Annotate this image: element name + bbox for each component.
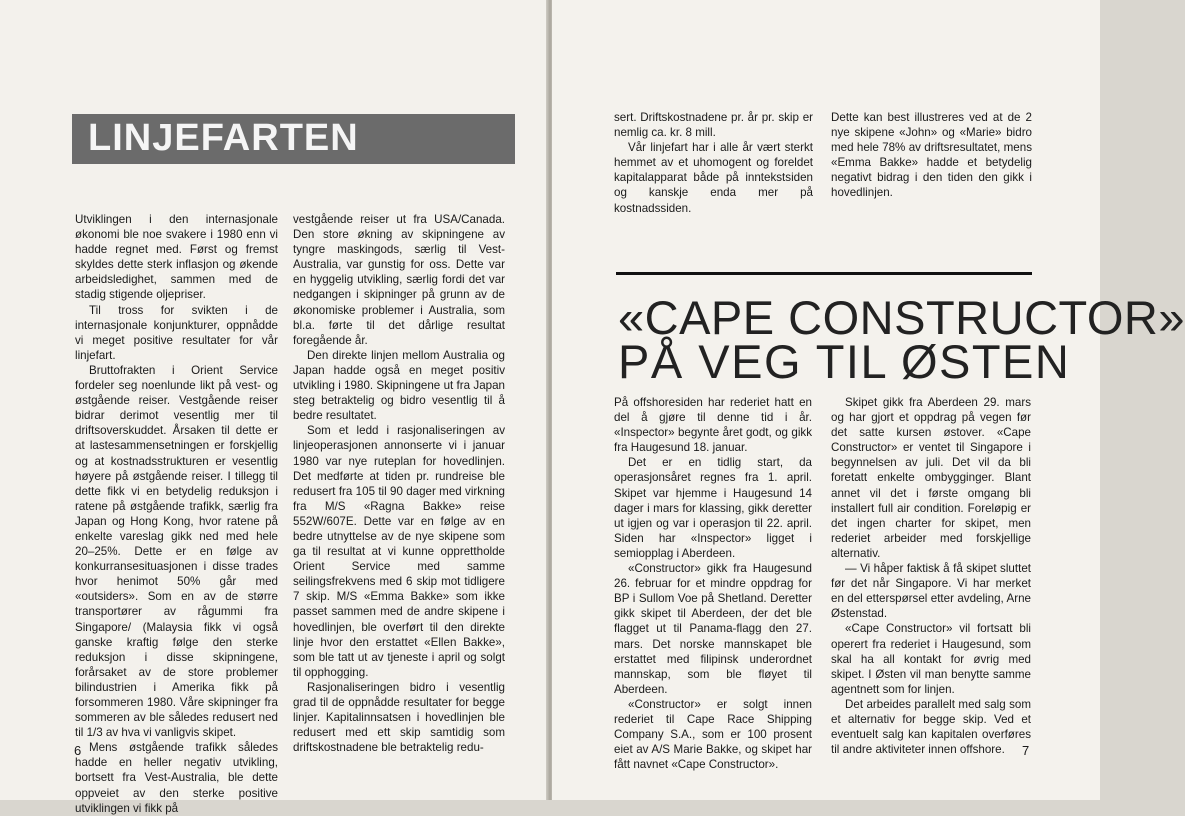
paragraph: vestgående reiser ut fra USA/Canada. Den store økning av skipningene av tyngre maskingods, særlig til Vest-Australia, var gunstig for oss. Dette var en hyggelig utvikling, særlig fordi det var nedgangen i skipninger på grunn av de økonomiske problemer i Australia, som bl.a. førte til det dårlige resultat foregående år.: [293, 213, 505, 347]
paragraph: — Vi håper faktisk å få skipet sluttet før det når Singapore. Vi har merket en del etterspørsel etter avdeling, Arne Østenstad.: [831, 562, 1031, 621]
paragraph: Dette kan best illustreres ved at de 2 nye skipene «John» og «Marie» bidro med hele 78% av driftsresultatet, mens «Emma Bakke» hadde et betydelig negativt bidrag i den tiden den gikk i hovedlinjen.: [831, 111, 1032, 200]
right-top-column-1: [614, 110, 813, 216]
paragraph: Det er en tidlig start, da operasjonsåret regnes fra 1. april. Skipet var hjemme i Haugesund 14 dager i mars for klassing, gikk deretter ut igjen og var i operasjon til 22. april. Siden har «Inspector» ligget i semiopplag i Aberdeen.: [614, 456, 812, 560]
left-column-1: [75, 212, 278, 816]
headline-line-1: «CAPE CONSTRUCTOR»: [618, 291, 1185, 344]
right-top-column-2: [831, 110, 1032, 201]
right-bottom-column-1: [614, 395, 812, 772]
title-banner: [72, 114, 515, 164]
right-bottom-column-2: [831, 395, 1031, 757]
paragraph: På offshoresiden har rederiet hatt en del å gjøre til denne tid i år. «Inspector» begynte året godt, og gikk fra Haugesund 18. januar.: [614, 396, 812, 455]
paragraph: Til tross for svikten i de internasjonale konjunkturer, oppnådde vi meget positive resultater for vår linjefart.: [75, 303, 278, 362]
paragraph: Bruttofrakten i Orient Service fordeler seg noenlunde likt på vest- og østgående reiser. Vestgående reiser bidrar derimot vesentlig mer til driftsoverskuddet. Årsaken til dette er at lastesammensetningen er forskjellig og at kostnadsstrukturen er vesentlig høyere på østgående reiser. I tillegg til dette fikk vi en betydelig reduksjon i ratene på østgående trafikk, særlig fra Japan og Hong Kong, hvor ratene på enkelte vareslag gikk ned med hele 20–25%. Dette er en følge av konkurransesituasjonen i disse trades hvor henimot 50% går med «outsiders». Som en av de større transportører av rågummi fra Singapore/ (Malaysia fikk vi også ganske kraftig følge den sterke reduksjon i disse skipningene, forårsaket av de store problemer bilindustrien i Amerika fikk på forsommeren 1980. Våre skipninger fra sommeren av ble således redusert ned til 1/3 av hva vi vanligvis skipet.: [75, 363, 278, 740]
paragraph: Som et ledd i rasjonaliseringen av linjeoperasjonen annonserte vi i januar 1980 var nye ruteplan for hovedlinjen. Det medførte at tiden pr. rundreise ble redusert fra 105 til 90 dager med virkning fra M/S «Ragna Bakke» reise 552W/607E. Dette var en følge av en bedre utnyttelse av de nye skipene som ga til resultat at vi kunne opprettholde Orient Service med samme seilingsfrekvens med 6 skip mot tidligere 7 skip. M/S «Emma Bakke» som ikke passet sammen med de andre skipene i hovedlinjen, ble overført til den direkte linje hvor den erstattet «Ellen Bakke», som ble tatt ut av tjeneste i april og solgt til opphogging.: [293, 424, 505, 679]
section-divider: [616, 272, 1032, 275]
paragraph: «Cape Constructor» vil fortsatt bli operert fra rederiet i Haugesund, som skal ha all kontakt for øvrig med skipet. I Østen vil man benytte samme agentnett som for linjen.: [831, 622, 1031, 696]
paragraph: Den direkte linjen mellom Australia og Japan hadde også en meget positiv utvikling i 1980. Skipningene ut fra Japan steg betraktelig og bidro vesentlig til å bedre resultatet.: [293, 348, 505, 423]
paragraph: «Constructor» er solgt innen rederiet til Cape Race Shipping Company S.A., som er 100 prosent eiet av A/S Marie Bakke, og skipet har fått navnet «Cape Constructor».: [614, 697, 812, 772]
paragraph: Rasjonaliseringen bidro i vesentlig grad til de oppnådde resultater for begge linjer. Kapitalinnsatsen i hovedlinjen ble redusert med ett skip samtidig som driftskostnadene ble betraktelig redu-: [293, 680, 505, 755]
paragraph: «Constructor» gikk fra Haugesund 26. februar for et mindre oppdrag for BP i Sullom Voe på Shetland. Deretter gikk skipet til Aberdeen, der det ble flagget ut til Panama-flagg den 27. mars. Det norske mannskapet ble erstattet med filipinsk underordnet mannskap, som ble fløyet til Aberdeen.: [614, 562, 812, 696]
paragraph: Vår linjefart har i alle år vært sterkt hemmet av et uhomogent og foreldet kapitalapparat både på inntekstsiden og kanskje enda mer på kostnadssiden.: [614, 141, 813, 215]
banner-title: LINJEFARTEN: [88, 117, 359, 159]
paragraph: sert. Driftskostnadene pr. år pr. skip er nemlig ca. kr. 8 mill.: [614, 111, 813, 140]
page-number-left: 6: [74, 743, 82, 758]
left-page: [0, 0, 548, 815]
paragraph: Skipet gikk fra Aberdeen 29. mars og har gjort et oppdrag på vegen før det satte kursen østover. «Cape Constructor» er ventet til Singapore i begynnelsen av juli. Det vil da bli foretatt enkelte ombygginger. Blant annet vil det i første omgang bli installert full air condition. Foreløpig er det ingen charter for skipet, men rederiet arbeider med forskjellige alternativ.: [831, 396, 1031, 560]
paragraph: Utviklingen i den internasjonale økonomi ble noe svakere i 1980 enn vi hadde regnet med. Først og fremst skyldes dette sterk inflasjon og økende arbeidsledighet, sammen med de stadig stigende oljepriser.: [75, 213, 278, 302]
paragraph: Mens østgående trafikk således hadde en heller negativ utvikling, bortsett fra Vest-Australia, ble dette oppveiet av den sterke positive utviklingen vi fikk på: [75, 741, 278, 815]
page-number-right: 7: [1022, 743, 1030, 758]
left-column-2: [293, 212, 505, 755]
paragraph: Det arbeides parallelt med salg som et alternativ for begge skip. Ved et eventuelt salg kan kapitalen overføres til andre aktiviteter innen offshore.: [831, 697, 1031, 757]
headline-line-2: PÅ VEG TIL ØSTEN: [618, 335, 1071, 388]
